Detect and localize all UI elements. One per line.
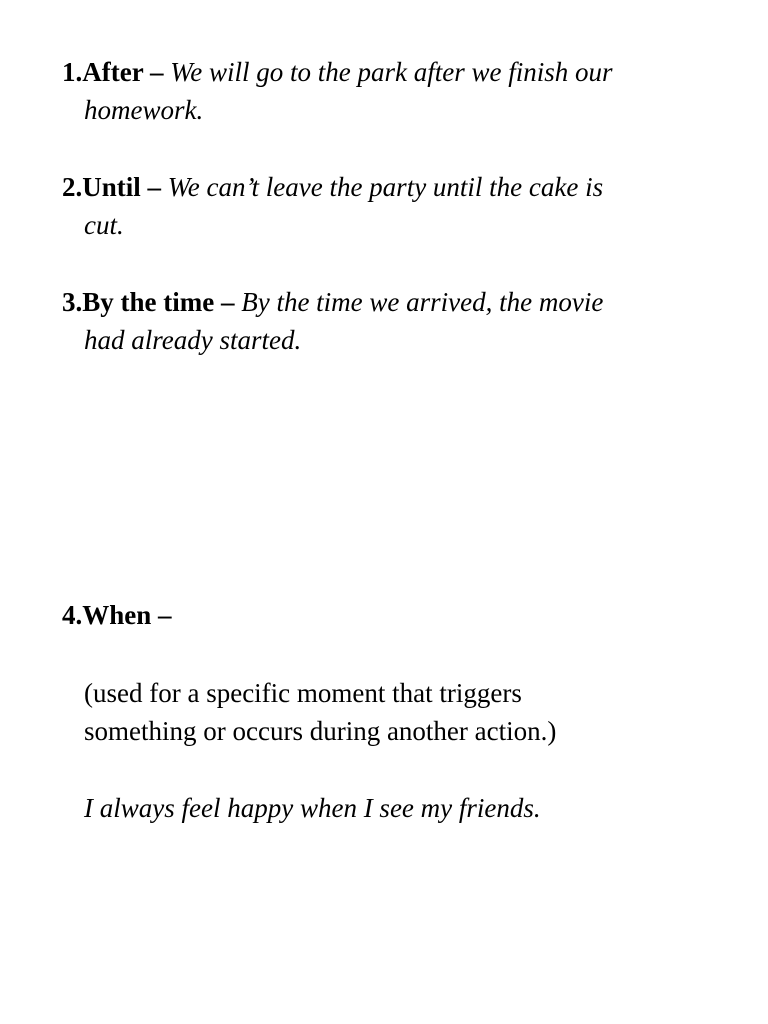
usage-note [84, 674, 704, 750]
item-line [62, 53, 702, 91]
item-term: When [82, 600, 152, 630]
item-example-continued: had already started. [84, 325, 302, 355]
item-line [62, 283, 702, 321]
item-example: We can’t leave the party until the cake is [167, 172, 604, 202]
item-example-continued: cut. [84, 210, 124, 240]
usage-note-line: (used for a specific moment that triggers [84, 678, 522, 708]
item-dash: – [151, 600, 172, 630]
item-term: After [82, 57, 144, 87]
list-item-until [62, 168, 702, 244]
item-number: 3. [62, 287, 83, 317]
item-line [62, 596, 702, 634]
item-example-continued: homework. [84, 95, 204, 125]
item-term: Until [82, 172, 141, 202]
list-item-after [62, 53, 702, 129]
item-dash: – [214, 287, 242, 317]
item-line [62, 168, 702, 206]
list-item-by-the-time [62, 283, 702, 359]
item-dash: – [140, 172, 168, 202]
item-number: 2. [62, 172, 83, 202]
item-dash: – [143, 57, 171, 87]
item-example: We will go to the park after we finish our [170, 57, 613, 87]
when-example-sentence: I always feel happy when I see my friends. [84, 793, 541, 823]
item-number: 1. [62, 57, 83, 87]
item-term: By the time [82, 287, 215, 317]
list-item-when [62, 596, 702, 634]
item-number: 4. [62, 600, 83, 630]
item-example: By the time we arrived, the movie [241, 287, 604, 317]
usage-note-line: something or occurs during another action.) [84, 716, 557, 746]
